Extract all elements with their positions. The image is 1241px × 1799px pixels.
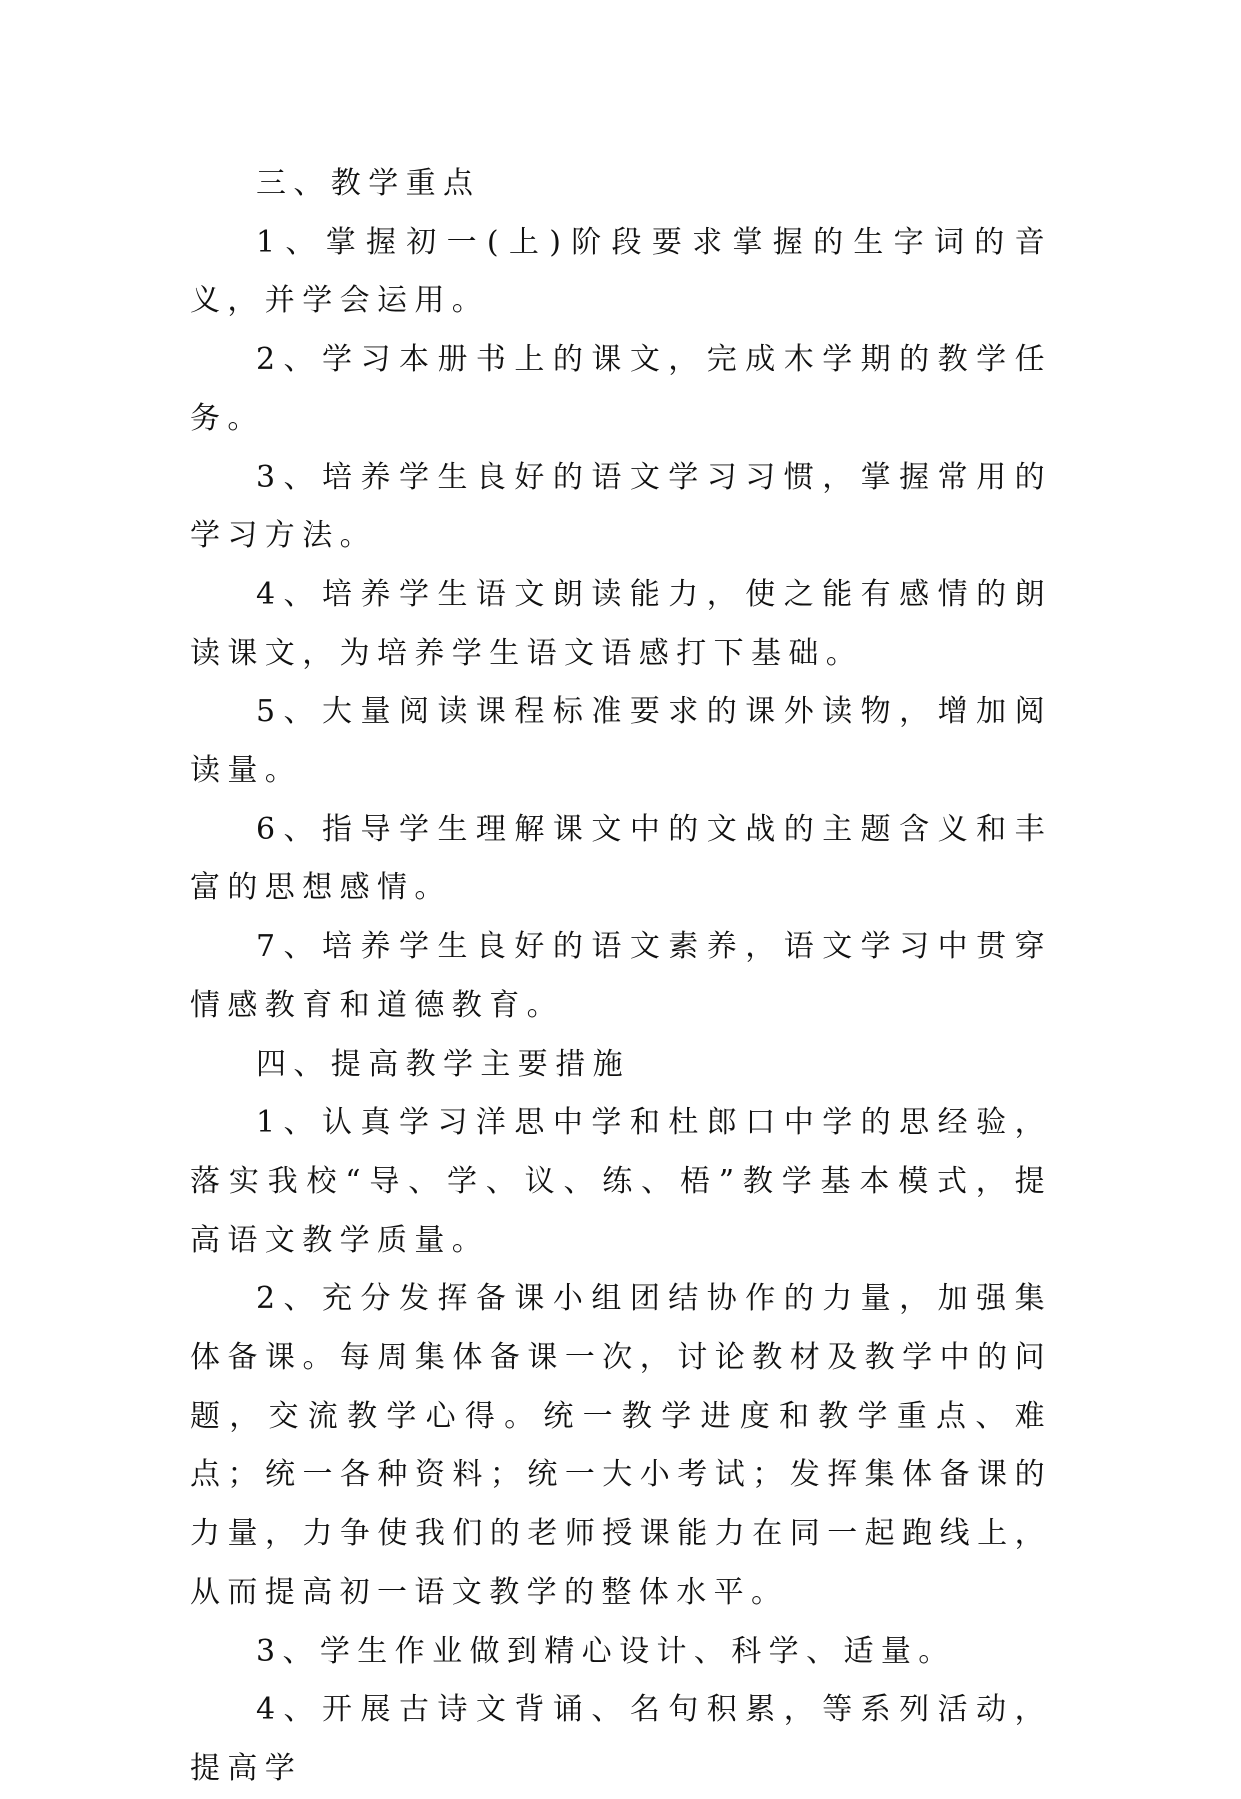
paragraph: 2、充分发挥备课小组团结协作的力量，加强集体备课。每周集体备课一次，讨论教材及教学中的问题，交流教学心得。统一教学进度和教学重点、难点；统一各种资料；统一大小考试；发挥集体备课的力量，力争使我们的老师授课能力在同一起跑线上，从而提高初一语文教学的整体水平。 bbox=[190, 1281, 1052, 1610]
paragraph: 3、学生作业做到精心设计、科学、适量。 bbox=[256, 1633, 956, 1669]
paragraph: 5、大量阅读课程标准要求的课外读物，增加阅读量。 bbox=[190, 694, 1052, 789]
paragraph: 4、开展古诗文背诵、名句积累，等系列活动，提高学 bbox=[190, 1692, 1052, 1786]
paragraph: 7、培养学生良好的语文素养，语文学习中贯穿情感教育和道德教育。 bbox=[190, 929, 1052, 1023]
paragraph: 3、培养学生良好的语文学习习惯，掌握常用的学习方法。 bbox=[190, 459, 1052, 554]
paragraph: 1、认真学习洋思中学和杜郎口中学的思经验，落实我校“导、学、议、练、梧”教学基本模式，提高语文教学质量。 bbox=[190, 1105, 1052, 1258]
section-heading-teaching-focus: 三、教学重点 bbox=[256, 166, 481, 201]
section-heading-measures: 四、提高教学主要措施 bbox=[256, 1046, 630, 1082]
paragraph: 1、掌握初一(上)阶段要求掌握的生字词的音义，并学会运用。 bbox=[190, 224, 1052, 319]
document-body bbox=[190, 155, 1052, 1799]
paragraph: 2、学习本册书上的课文，完成木学期的教学任务。 bbox=[190, 342, 1052, 436]
paragraph: 6、指导学生理解课文中的文战的主题含义和丰富的思想感情。 bbox=[190, 811, 1052, 906]
paragraph: 4、培养学生语文朗读能力，使之能有感情的朗读课文，为培养学生语文语感打下基础。 bbox=[190, 576, 1052, 671]
